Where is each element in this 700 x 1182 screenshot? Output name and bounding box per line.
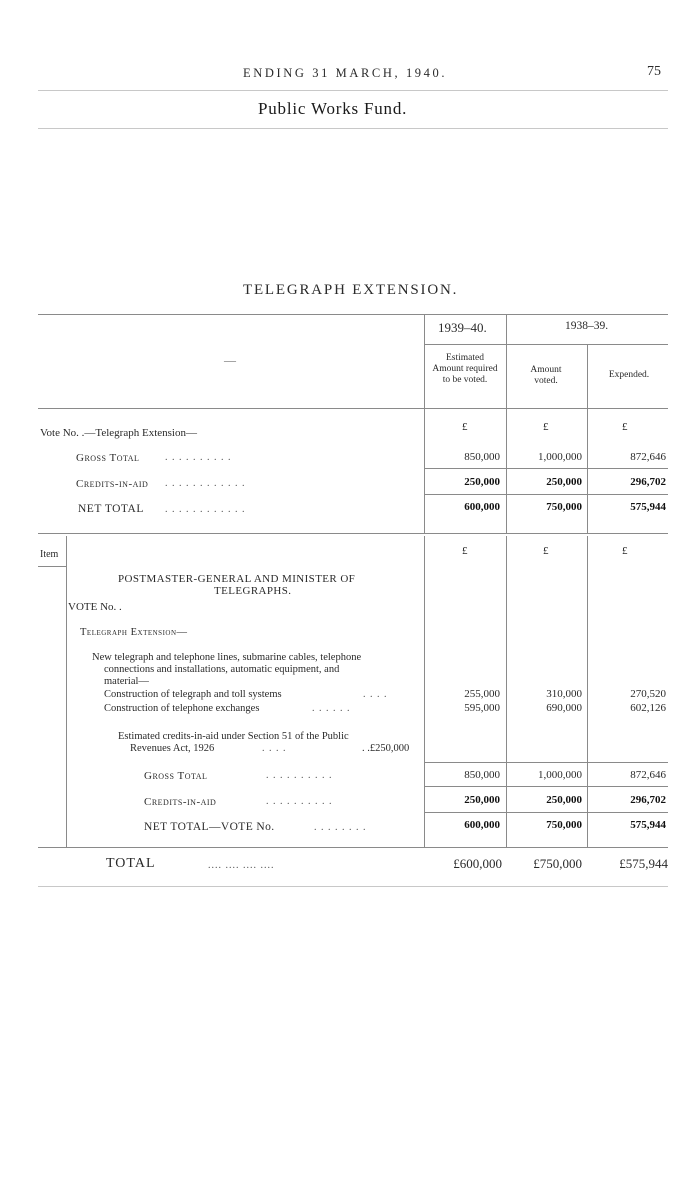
summary-pound-3: £ bbox=[622, 421, 628, 433]
detail-net-label: NET TOTAL—VOTE No. bbox=[144, 821, 275, 833]
summary-gross-1939: 850,000 bbox=[464, 451, 500, 463]
detail-credits-voted: 250,000 bbox=[546, 794, 582, 806]
summary-gross-voted: 1,000,000 bbox=[538, 451, 582, 463]
header-rule bbox=[38, 90, 668, 91]
detail-credits-note-leaders: . . . . bbox=[262, 743, 287, 754]
summary-net-expended: 575,944 bbox=[630, 501, 666, 513]
detail-desc-line1: New telegraph and telephone lines, submarine cables, telephone bbox=[92, 652, 362, 663]
detail-item-label: Item bbox=[40, 549, 59, 560]
head-amount-voted: Amount voted. bbox=[530, 365, 562, 386]
detail-item-col bbox=[66, 536, 67, 847]
grand-total-label: TOTAL bbox=[106, 856, 156, 871]
detail-credits-1939: 250,000 bbox=[464, 794, 500, 806]
summary-gross-label: Gross Total bbox=[76, 452, 140, 464]
detail-item-exchanges-label: Construction of telephone exchanges bbox=[104, 703, 260, 714]
detail-credits-note-amount: . .£250,000 bbox=[362, 743, 410, 754]
grand-total-1939: £600,000 bbox=[453, 856, 502, 871]
summary-credits-rule bbox=[424, 494, 668, 495]
grand-total-voted: £750,000 bbox=[533, 856, 582, 871]
detail-desc-line3: material— bbox=[104, 676, 149, 687]
summary-net-label: NET TOTAL bbox=[78, 503, 144, 515]
summary-net-leaders: . . . . . . . . . . . . bbox=[165, 504, 246, 515]
detail-gross-rule bbox=[424, 786, 668, 787]
running-title: ENDING 31 MARCH, 1940. bbox=[243, 66, 448, 80]
summary-credits-1939: 250,000 bbox=[464, 476, 500, 488]
summary-gross-rule bbox=[424, 468, 668, 469]
detail-item-exchanges-expended: 602,126 bbox=[630, 702, 666, 714]
detail-vote-no: VOTE No. . bbox=[68, 601, 122, 613]
summary-vote-label: Vote No. .—Telegraph Extension— bbox=[40, 427, 197, 439]
summary-credits-voted: 250,000 bbox=[546, 476, 582, 488]
detail-gross-label: Gross Total bbox=[144, 770, 208, 782]
detail-credits-rule bbox=[424, 812, 668, 813]
detail-item-rule bbox=[38, 566, 66, 567]
detail-gross-expended: 872,646 bbox=[630, 769, 666, 781]
detail-net-leaders: . . . . . . . . bbox=[314, 822, 367, 833]
head-year-rule bbox=[424, 344, 668, 345]
detail-pound-2: £ bbox=[543, 545, 549, 557]
detail-item-telegraph-label: Construction of telegraph and toll systems bbox=[104, 689, 282, 700]
detail-item-exchanges-voted: 690,000 bbox=[546, 702, 582, 714]
summary-gross-leaders: . . . . . . . . . . bbox=[165, 452, 232, 463]
summary-pound-1: £ bbox=[462, 421, 468, 433]
detail-item-telegraph-1939: 255,000 bbox=[464, 688, 500, 700]
summary-credits-leaders: . . . . . . . . . . . . bbox=[165, 478, 246, 489]
detail-net-voted: 750,000 bbox=[546, 819, 582, 831]
detail-gross-1939: 850,000 bbox=[464, 769, 500, 781]
summary-credits-label: Credits-in-aid bbox=[76, 478, 149, 490]
detail-item-telegraph-leaders: . . . . bbox=[363, 689, 388, 700]
head-bottom-rule bbox=[38, 408, 668, 409]
col-divider-2 bbox=[506, 314, 507, 534]
head-estimated: Estimated Amount required to be voted. bbox=[432, 353, 498, 385]
fund-title-rule bbox=[38, 128, 668, 129]
fund-title: Public Works Fund. bbox=[258, 99, 408, 118]
summary-net-1939: 600,000 bbox=[464, 501, 500, 513]
detail-col-divider-3 bbox=[587, 536, 588, 847]
grand-total-rule bbox=[38, 886, 668, 887]
detail-heading-line2: TELEGRAPHS. bbox=[214, 585, 292, 597]
detail-item-telegraph-voted: 310,000 bbox=[546, 688, 582, 700]
detail-gross-voted: 1,000,000 bbox=[538, 769, 582, 781]
grand-total-leaders: .... .... .... .... bbox=[208, 860, 275, 871]
detail-credits-note-line2: Revenues Act, 1926 bbox=[130, 743, 215, 754]
head-dash: — bbox=[224, 353, 236, 367]
section-title: TELEGRAPH EXTENSION. bbox=[243, 282, 459, 298]
summary-bottom-rule bbox=[38, 533, 668, 534]
detail-items-bottom-rule bbox=[424, 762, 668, 763]
detail-credits-leaders: . . . . . . . . . . bbox=[266, 796, 333, 807]
detail-item-exchanges-leaders: . . . . . . bbox=[312, 703, 351, 714]
summary-pound-2: £ bbox=[543, 421, 549, 433]
summary-gross-expended: 872,646 bbox=[630, 451, 666, 463]
grand-total-expended: £575,944 bbox=[619, 856, 668, 871]
head-year-1938-39: 1938–39. bbox=[565, 320, 609, 332]
page-number: 75 bbox=[647, 64, 661, 79]
detail-item-telegraph-expended: 270,520 bbox=[630, 688, 666, 700]
detail-pound-1: £ bbox=[462, 545, 468, 557]
detail-credits-note-line1: Estimated credits-in-aid under Section 51 of the Public bbox=[118, 731, 349, 742]
head-expended: Expended. bbox=[608, 370, 650, 380]
detail-bottom-rule bbox=[38, 847, 668, 848]
col-divider-1 bbox=[424, 314, 425, 534]
table-top-rule bbox=[38, 314, 668, 315]
head-year-1939-40: 1939–40. bbox=[438, 320, 487, 335]
detail-heading-line1: POSTMASTER-GENERAL AND MINISTER OF bbox=[118, 573, 356, 585]
detail-credits-label: Credits-in-aid bbox=[144, 796, 217, 808]
detail-desc-line2: connections and installations, automatic equipment, and bbox=[104, 664, 340, 675]
summary-credits-expended: 296,702 bbox=[630, 476, 666, 488]
summary-net-voted: 750,000 bbox=[546, 501, 582, 513]
detail-col-divider-1 bbox=[424, 536, 425, 847]
detail-credits-expended: 296,702 bbox=[630, 794, 666, 806]
detail-net-1939: 600,000 bbox=[464, 819, 500, 831]
detail-gross-leaders: . . . . . . . . . . bbox=[266, 770, 333, 781]
detail-sub-heading: Telegraph Extension— bbox=[80, 627, 188, 638]
col-divider-3 bbox=[587, 344, 588, 534]
detail-pound-3: £ bbox=[622, 545, 628, 557]
detail-item-exchanges-1939: 595,000 bbox=[464, 702, 500, 714]
detail-col-divider-2 bbox=[506, 536, 507, 847]
detail-net-expended: 575,944 bbox=[630, 819, 666, 831]
